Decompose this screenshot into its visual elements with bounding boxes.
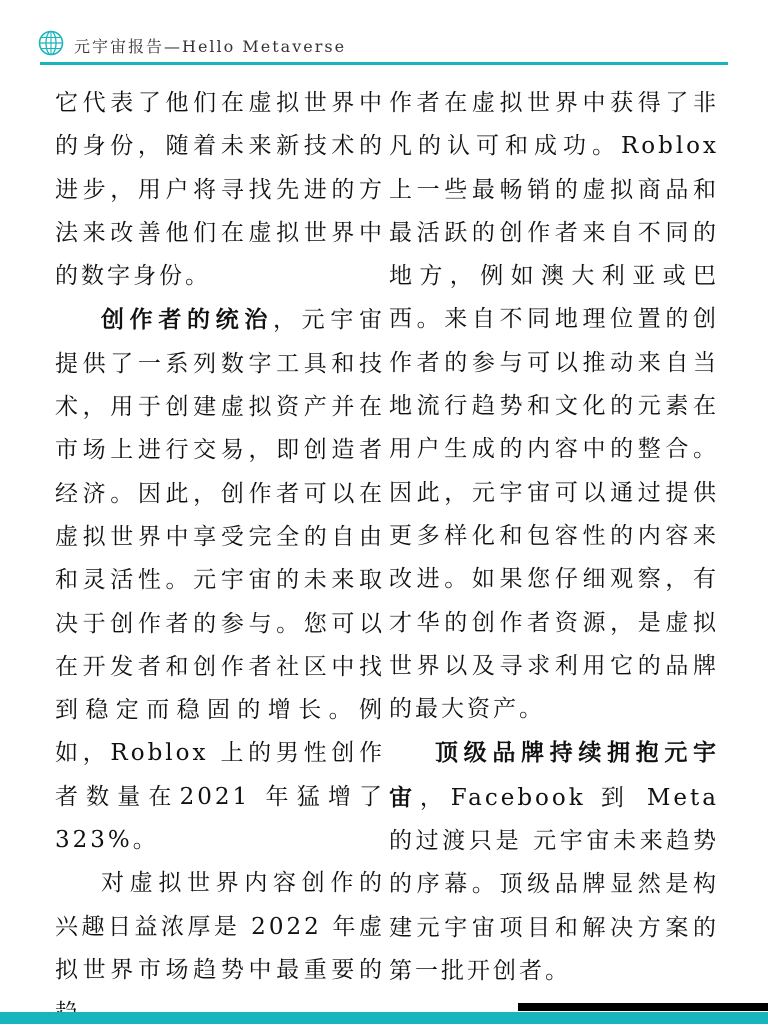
paragraph [389,731,719,993]
page-header [0,0,768,66]
footer-bar-dark [518,1003,768,1011]
header-divider [40,62,728,65]
header-title: 元宇宙报告—Hello Metaverse [74,37,347,56]
paragraph: 对虚拟世界内容创作的兴趣日益浓厚是 2022 年虚拟世界市场趋势中最重要的 [55,870,385,983]
globe-icon [38,30,64,56]
right-column [389,82,719,993]
paragraph-text: ，Facebook 到 Meta 的过渡只是 元宇宙未来趋势的序幕。顶级品牌显然是构建元宇宙项目和解决方案的第一批开创者。 [389,784,719,984]
paragraph-text: ，元宇宙提供了一系列数字工具和技术，用于创建虚拟资产并在市场上进行交易，即创造者经济。因此，创作者可以在虚拟世界中享受完全的自由和灵活性。元宇宙的未来取决于创作者的参与。您可以在开发者和创作者社区中找到稳定而稳固的增长。例如，Roblox 上的男性创作者数量在2021 年猛增了323%。 [55,307,386,854]
footer-bar-accent [0,1012,768,1024]
paragraph: 它代表了他们在虚拟世界中的身份，随着未来新技术的进步，用户将寻找先进的方法来改善他们在虚拟世界中的数字身份。 [55,90,385,290]
paragraph [55,298,385,862]
paragraph-heading: 顶级品牌持续拥抱元宇宙 [389,739,719,811]
left-column [55,82,385,1036]
paragraph-heading: 创作者的统治 [101,306,273,334]
paragraph: 作者在虚拟世界中获得了非凡的认可和成功。Roblox上一些最畅销的虚拟商品和最活跃的创作者来自不同的地方，例如澳大利亚或巴西。来自不同地理位置的创作者的参与可以推动来自当地流行趋势和文化的元素在用户生成的内容中的整合。因此，元宇宙可以通过提供更多样化和包容性的内容来改进。如果您仔细观察，有才华的创作者资源，是虚拟世界以及寻求利用它的品牌的最大资产。 [389,90,719,723]
